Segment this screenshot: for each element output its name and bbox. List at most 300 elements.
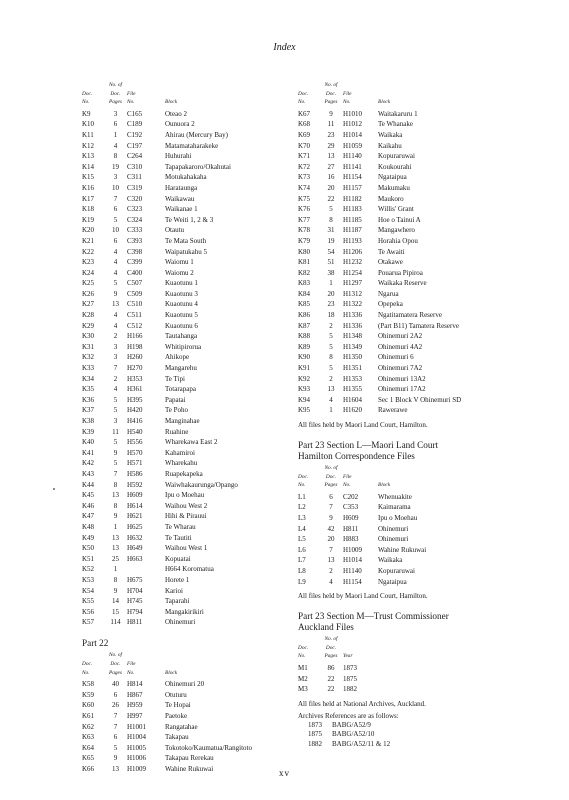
doc-no-cell: K56	[82, 607, 95, 616]
pages-cell: 23	[327, 130, 335, 139]
pages-cell: 15	[112, 607, 119, 616]
block-cell: Mangarehu	[165, 364, 197, 373]
archive-year: 1875	[308, 730, 322, 739]
file-no-cell: H1014	[343, 130, 363, 139]
doc-no-cell: L6	[298, 545, 306, 554]
table-row	[82, 395, 238, 406]
table-row	[82, 289, 238, 300]
table-row	[82, 469, 238, 480]
header-doc: Doc.	[82, 660, 93, 667]
block-cell: Waiomu 1	[165, 258, 194, 267]
table-row	[298, 524, 426, 535]
header-doc: Doc.	[298, 473, 309, 480]
block-cell: Ruapekapeka	[165, 469, 203, 478]
block-cell: Opepeka	[378, 300, 403, 309]
header-pages: Pages	[109, 99, 122, 106]
file-no-cell: H1059	[343, 141, 363, 150]
pages-cell: 5	[113, 438, 118, 447]
block-cell: Kuaotunu 1	[165, 279, 198, 288]
pages-cell: 5	[113, 406, 118, 415]
pages-cell: 8	[113, 152, 118, 161]
pages-cell: 16	[327, 173, 335, 182]
file-no-cell: C353	[343, 503, 359, 512]
block-cell: Kaimarama	[378, 503, 411, 512]
table-row	[298, 374, 461, 385]
table-row	[298, 236, 461, 247]
table-row	[298, 194, 461, 205]
pages-cell: 13	[112, 533, 119, 542]
header-doc: Doc.	[325, 90, 337, 97]
table-row	[298, 225, 461, 236]
block-cell: Ohinemuri 7A2	[378, 364, 423, 373]
file-no-cell: H675	[127, 575, 143, 584]
table-row	[82, 753, 252, 764]
table-row	[82, 617, 238, 628]
block-cell: Waihou West 1	[165, 544, 208, 553]
pages-cell: 13	[112, 764, 119, 773]
file-no-cell: H1183	[343, 205, 362, 214]
pages-cell: 4	[113, 268, 118, 277]
table-row	[298, 566, 426, 577]
block-cell: Tapapakaroro/Okahutai	[165, 162, 231, 171]
doc-no-cell: K84	[298, 289, 311, 298]
table-row	[298, 395, 461, 406]
file-no-cell: H1009	[343, 545, 363, 554]
doc-no-cell: K21	[82, 236, 95, 245]
table-row	[298, 405, 461, 416]
doc-no-cell: K47	[82, 512, 95, 521]
file-no-cell: H592	[127, 480, 143, 489]
doc-no-cell: K78	[298, 226, 311, 235]
part-m-title	[298, 611, 523, 632]
block-cell: Manginahae	[165, 417, 200, 425]
table-row	[298, 278, 461, 289]
block-cell: Te Wharau	[165, 522, 196, 531]
block-cell: Ohinemuri	[378, 535, 409, 544]
doc-no-cell: K82	[298, 268, 311, 277]
block-cell: Otakawe	[378, 258, 403, 267]
doc-no-cell: K85	[298, 300, 311, 309]
header-block: Block	[165, 669, 178, 676]
doc-no-cell: K68	[298, 120, 311, 129]
pages-cell: 9	[329, 513, 333, 522]
header-no-of: No. of	[324, 636, 338, 643]
block-cell: Makumaku	[378, 183, 410, 192]
column-header-row-top	[298, 466, 426, 475]
table-row	[82, 575, 238, 586]
file-no-cell: H1350	[343, 353, 363, 362]
doc-no-cell: K35	[82, 385, 95, 394]
pages-cell: 8	[113, 480, 118, 489]
header-no: No.	[298, 482, 306, 489]
doc-no-cell: K44	[82, 480, 95, 489]
file-no-cell: C311	[127, 173, 142, 182]
header-file-no: No.	[127, 99, 135, 106]
file-no-cell: C509	[127, 289, 143, 298]
block-cell: Ngarua	[378, 289, 399, 298]
part-m-note: All files held at National Archives, Auckland.	[298, 699, 426, 708]
part-m-table	[298, 637, 378, 695]
file-no-cell: C264	[127, 152, 143, 161]
block-cell: Te Hopai	[165, 701, 191, 710]
archive-year: 1882	[308, 739, 322, 748]
table-row	[82, 437, 238, 448]
doc-no-cell: K41	[82, 448, 95, 457]
pages-cell: 27	[327, 162, 335, 171]
pages-cell: 4	[113, 311, 118, 320]
column-header-row-bottom	[82, 671, 252, 680]
pages-cell: 5	[329, 364, 333, 373]
file-no-cell: C399	[127, 258, 143, 267]
file-no-cell: H1140	[343, 152, 362, 161]
block-cell: Ahirau (Mercury Bay)	[165, 130, 228, 139]
block-cell: Te Mata South	[165, 236, 207, 245]
table-row	[82, 711, 252, 722]
table-row	[82, 225, 238, 236]
block-cell: Waiomu 2	[165, 268, 194, 277]
file-no-cell: H1009	[127, 764, 147, 773]
block-cell: Mangawhero	[378, 226, 415, 235]
table-row	[298, 321, 461, 332]
file-no-cell: H1351	[343, 364, 363, 373]
file-no-cell: C512	[127, 321, 143, 330]
block-cell: Paetoke	[165, 711, 188, 720]
file-no-cell: H1012	[343, 120, 363, 129]
table-row	[298, 384, 461, 395]
file-no-cell: H811	[343, 524, 359, 533]
pages-cell: 3	[113, 417, 118, 425]
doc-no-cell: K48	[82, 522, 95, 531]
table-row	[82, 690, 252, 701]
table-row	[82, 247, 238, 258]
doc-no-cell: L2	[298, 503, 306, 512]
table-row	[298, 663, 378, 674]
table-row	[82, 268, 238, 279]
file-no-cell: H353	[127, 374, 143, 383]
header-no: No.	[298, 99, 306, 106]
block-cell: Rangatahae	[165, 722, 198, 731]
pages-cell: 6	[113, 120, 118, 129]
file-no-cell: H570	[127, 448, 143, 457]
table-row	[82, 151, 238, 162]
doc-no-cell: L5	[298, 535, 306, 544]
header-spacer	[165, 83, 238, 92]
file-no-cell: H1322	[343, 300, 363, 309]
block-cell: Kahamiroi	[165, 448, 195, 457]
block-cell: Te Weiti 1, 2 & 3	[165, 215, 214, 224]
doc-no-cell: L9	[298, 577, 306, 586]
block-cell: Sec 1 Block V Ohinemuri SD	[378, 395, 462, 404]
block-cell: Te Whanake	[378, 120, 413, 129]
file-no-cell: C192	[127, 130, 143, 139]
doc-no-cell: K92	[298, 374, 311, 383]
doc-no-cell: K53	[82, 575, 95, 584]
doc-no-cell: K73	[298, 173, 311, 182]
pages-cell: 13	[327, 385, 335, 394]
pages-cell: 7	[329, 545, 333, 554]
doc-no-cell: K36	[82, 395, 95, 404]
file-no-cell: C507	[127, 279, 143, 288]
pages-cell: 13	[327, 152, 335, 161]
doc-no-cell: K27	[82, 300, 95, 309]
table-row	[298, 289, 461, 300]
doc-no-cell: K30	[82, 332, 95, 341]
doc-no-cell: K79	[298, 236, 311, 245]
doc-no-cell: K62	[82, 722, 95, 731]
block-cell: Rawerawe	[378, 406, 408, 415]
pages-cell: 13	[112, 491, 119, 500]
table-row	[82, 490, 238, 501]
archive-year: 1873	[308, 720, 322, 729]
block-cell: Ohinemuri 13A2	[378, 374, 426, 383]
year-cell: 1873	[343, 663, 357, 672]
archive-ref-row	[298, 740, 390, 750]
pages-cell: 2	[113, 374, 118, 383]
table-row	[82, 278, 238, 289]
pages-cell: 2	[113, 332, 118, 341]
file-no-cell: C324	[127, 215, 143, 224]
table-row	[298, 555, 426, 566]
block-cell: Waikaka	[378, 556, 403, 565]
block-cell: Ahikope	[165, 353, 190, 362]
pages-cell: 114	[110, 618, 121, 627]
column-header-row-mid	[298, 475, 426, 484]
block-cell: Te Tipi	[165, 374, 185, 383]
column-header-row-top	[82, 83, 238, 92]
header-block: Block	[378, 482, 391, 489]
table-row	[82, 586, 238, 597]
table-row	[298, 545, 426, 556]
header-no: No.	[82, 669, 90, 676]
pages-cell: 6	[113, 733, 118, 742]
block-cell: Ohinemuri	[378, 524, 409, 533]
table-row	[82, 501, 238, 512]
file-no-cell: C333	[127, 226, 143, 235]
header-doc: Doc.	[325, 473, 337, 480]
file-no-cell: C398	[127, 247, 143, 256]
table-row	[82, 162, 238, 173]
pages-cell: 11	[112, 427, 119, 436]
block-cell: Te Poho	[165, 406, 189, 415]
block-cell: Waihou West 2	[165, 501, 208, 510]
table-row	[298, 257, 461, 268]
doc-no-cell: K46	[82, 501, 95, 510]
block-cell: Ohinemuri	[165, 618, 196, 627]
doc-no-cell: K71	[298, 152, 311, 161]
file-no-cell: H704	[127, 586, 143, 595]
table-row	[82, 427, 238, 438]
doc-no-cell: K37	[82, 406, 95, 415]
table-row	[298, 268, 461, 279]
doc-no-cell: K59	[82, 690, 95, 699]
file-no-cell: H1604	[343, 395, 363, 404]
maori-court-note: All files held by Maori Land Court, Hamilton.	[298, 421, 428, 429]
table-row	[298, 162, 461, 173]
part22-title: Part 22	[82, 637, 109, 648]
table-row	[298, 299, 461, 310]
pages-cell: 10	[112, 226, 119, 235]
doc-no-cell: K87	[298, 321, 311, 330]
block-cell: Takapau Rerekau	[165, 754, 214, 763]
table-row	[82, 700, 252, 711]
pages-cell: 3	[113, 353, 118, 362]
file-no-cell: H586	[127, 469, 143, 478]
pages-cell: 8	[329, 353, 333, 362]
header-spacer	[378, 466, 426, 475]
pages-cell: 6	[329, 492, 333, 501]
table-row	[298, 119, 461, 130]
header-doc: Doc.	[298, 90, 309, 97]
doc-no-cell: K12	[82, 141, 95, 150]
block-cell: Pouarua Pipiroa	[378, 268, 423, 277]
pages-cell: 38	[327, 268, 335, 277]
block-cell: Ounuora 2	[165, 120, 195, 129]
doc-no-cell: K16	[82, 183, 95, 192]
pages-cell: 22	[327, 194, 335, 203]
pages-cell: 20	[327, 289, 335, 298]
header-doc: Doc.	[325, 644, 337, 651]
table-row	[298, 247, 461, 258]
file-no-cell	[123, 564, 165, 575]
file-no-cell: H814	[127, 680, 143, 689]
doc-no-cell: K31	[82, 342, 95, 351]
pages-cell: 22	[327, 674, 335, 683]
table-row	[82, 543, 238, 554]
block-cell: Wharekahu	[165, 459, 198, 468]
pages-cell: 6	[113, 236, 118, 245]
left-table	[82, 83, 238, 628]
doc-no-cell: K10	[82, 120, 95, 129]
doc-no-cell: K74	[298, 183, 311, 192]
doc-no-cell: K42	[82, 459, 95, 468]
pages-cell: 54	[327, 247, 335, 256]
block-cell: Hoe o Tainui A	[378, 215, 421, 224]
doc-no-cell: K83	[298, 279, 311, 288]
block-cell: Koukourahi	[378, 162, 412, 171]
table-row	[82, 607, 238, 618]
pages-cell: 7	[113, 194, 118, 203]
column-header-row-top	[298, 637, 378, 646]
pages-cell: 7	[113, 722, 118, 731]
header-no: No.	[82, 99, 90, 106]
file-no-cell: H614	[127, 501, 143, 510]
table-row	[82, 215, 238, 226]
doc-no-cell: K22	[82, 247, 95, 256]
column-header-row-bottom	[298, 654, 378, 663]
doc-no-cell: K88	[298, 332, 311, 341]
table-row	[298, 141, 461, 152]
pages-cell: 5	[113, 215, 118, 224]
block-cell: Taparahi	[165, 597, 190, 606]
pages-cell: 13	[112, 544, 119, 553]
doc-no-cell: K93	[298, 385, 311, 394]
pages-cell: 22	[327, 685, 335, 694]
file-no-cell: C319	[127, 183, 143, 192]
file-no-cell: H571	[127, 459, 143, 468]
header-block: Block	[378, 99, 391, 106]
doc-no-cell: K40	[82, 438, 95, 447]
header-file: File	[127, 660, 136, 667]
table-row	[82, 679, 252, 690]
file-no-cell: H1140	[343, 566, 362, 575]
pages-cell: 7	[113, 469, 118, 478]
header-file: File	[343, 473, 352, 480]
table-row	[82, 257, 238, 268]
archives-intro: Archives References are as follows:	[298, 711, 399, 720]
part-l-table	[298, 466, 426, 587]
file-no-cell: H1297	[343, 279, 363, 288]
archive-reference: BABG/A52/9	[332, 720, 371, 729]
file-no-cell: C323	[127, 205, 143, 214]
pages-cell: 18	[327, 311, 335, 320]
table-row	[82, 141, 238, 152]
block-cell: Tautahanga	[165, 332, 198, 341]
file-no-cell: H794	[127, 607, 143, 616]
header-spacer	[339, 637, 378, 646]
file-no-cell: H811	[127, 618, 143, 627]
part-l-title-line1: Part 23 Section L—Maori Land Court	[298, 440, 439, 450]
header-pages: Pages	[109, 669, 122, 676]
doc-no-cell: K95	[298, 406, 311, 415]
doc-no-cell: K57	[82, 618, 95, 627]
doc-no-cell: K80	[298, 247, 311, 256]
part-l-title	[298, 440, 523, 461]
block-cell: Wahine Rukuwai	[165, 764, 214, 773]
block-cell: Wahine Rukuwai	[378, 545, 427, 554]
header-file-no: No.	[343, 99, 351, 106]
block-cell: Ohinemuri 17A2	[378, 385, 426, 394]
block-cell: Ipu o Moehau	[378, 513, 418, 522]
block-cell: Te Awaiti	[378, 247, 405, 256]
table-row	[82, 596, 238, 607]
archive-reference: BABG/A52/11 & 12	[332, 739, 391, 748]
file-no-cell: H1154	[343, 577, 362, 586]
table-row	[298, 577, 426, 588]
doc-no-cell: K77	[298, 215, 311, 224]
block-cell: Ohinemuri 2A2	[378, 332, 423, 341]
doc-no-cell: K50	[82, 544, 95, 553]
doc-no-cell: K54	[82, 586, 95, 595]
table-row	[82, 458, 238, 469]
block-cell: Willis' Grant	[378, 205, 414, 214]
doc-no-cell: K26	[82, 289, 95, 298]
table-row	[298, 109, 461, 120]
file-no-cell: H1206	[343, 247, 363, 256]
pages-cell: 9	[329, 109, 333, 118]
file-no-cell: H1185	[343, 215, 362, 224]
file-no-cell: H1154	[343, 173, 362, 182]
header-no: No.	[298, 653, 306, 660]
table-row	[82, 352, 238, 363]
pages-cell: 4	[329, 577, 333, 586]
block-cell: Kuaotunu 5	[165, 311, 198, 320]
header-no-of: No. of	[324, 465, 338, 471]
column-header-row-top	[82, 653, 252, 662]
file-no-cell: H556	[127, 438, 143, 447]
block-cell: Karioi	[165, 586, 183, 595]
block-cell: Ruahine	[165, 427, 189, 436]
block-cell: Motukahakaha	[165, 173, 207, 182]
block-cell: Waikawau	[165, 194, 195, 203]
file-no-cell: H959	[127, 701, 143, 710]
header-pages: Pages	[324, 482, 338, 489]
header-spacer	[165, 653, 252, 662]
block-cell: Waikaka Reserve	[378, 279, 427, 288]
pages-cell: 4	[113, 385, 118, 394]
table-row	[82, 405, 238, 416]
pages-cell: 29	[327, 141, 335, 150]
file-no-cell: H1349	[343, 342, 363, 351]
